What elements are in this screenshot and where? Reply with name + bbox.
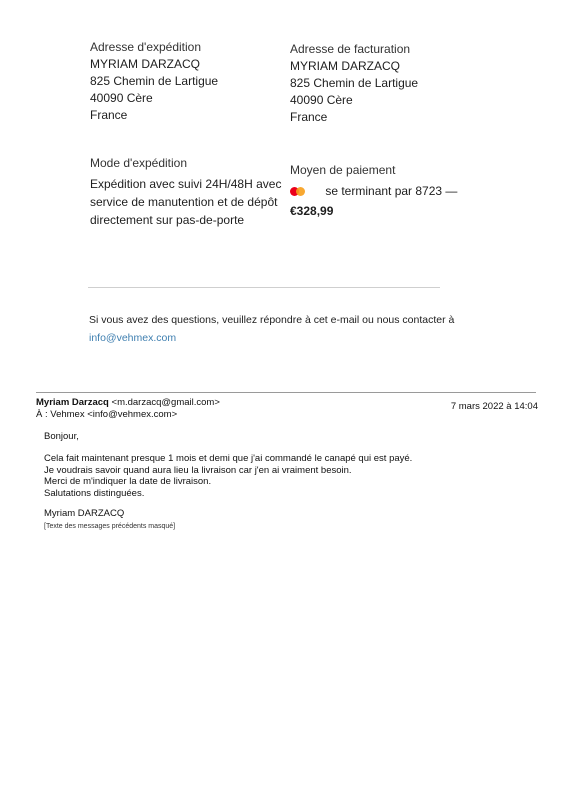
shipping-method-line: service de manutention et de dépôt bbox=[90, 195, 278, 209]
payment-heading: Moyen de paiement bbox=[290, 163, 396, 177]
section-divider bbox=[88, 287, 440, 288]
mastercard-icon bbox=[290, 186, 306, 197]
card-ending-text: se terminant par 8723 — bbox=[325, 184, 458, 198]
billing-name: MYRIAM DARZACQ bbox=[290, 59, 401, 73]
contact-email-link[interactable]: info@vehmex.com bbox=[89, 332, 177, 344]
shipping-address bbox=[90, 40, 218, 124]
email-header bbox=[36, 397, 220, 420]
billing-street: 825 Chemin de Lartigue bbox=[290, 76, 419, 90]
sender-email: <m.darzacq@gmail.com> bbox=[111, 397, 220, 408]
payment-method bbox=[290, 163, 457, 220]
shipping-city: 40090 Cère bbox=[90, 91, 153, 105]
email-signature: Myriam DARZACQ bbox=[44, 508, 125, 519]
email-body bbox=[44, 453, 412, 499]
shipping-method-heading: Mode d'expédition bbox=[90, 156, 188, 170]
billing-country: France bbox=[290, 110, 328, 124]
shipping-method bbox=[90, 156, 281, 229]
email-body-line: Merci de m'indiquer la date de livraison. bbox=[44, 476, 212, 487]
contact-text: Si vous avez des questions, veuillez répondre à cet e-mail ou nous contacter à bbox=[89, 314, 455, 326]
billing-address-heading: Adresse de facturation bbox=[290, 42, 411, 56]
payment-amount: €328,99 bbox=[290, 204, 334, 218]
contact-section bbox=[89, 313, 469, 346]
billing-city: 40090 Cère bbox=[290, 93, 353, 107]
shipping-method-line: Expédition avec suivi 24H/48H avec bbox=[90, 177, 282, 191]
shipping-method-line: directement sur pas-de-porte bbox=[90, 213, 245, 227]
email-body-line: Salutations distinguées. bbox=[44, 487, 145, 499]
billing-address bbox=[290, 42, 418, 126]
shipping-country: France bbox=[90, 108, 128, 122]
email-body-line: Cela fait maintenant presque 1 mois et demi que j'ai commandé le canapé qui est payé. bbox=[44, 453, 413, 464]
recipient-line: À : Vehmex <info@vehmex.com> bbox=[36, 408, 178, 420]
sender-name: Myriam Darzacq bbox=[36, 397, 109, 408]
shipping-name: MYRIAM DARZACQ bbox=[90, 57, 201, 71]
shipping-street: 825 Chemin de Lartigue bbox=[90, 74, 219, 88]
email-date: 7 mars 2022 à 14:04 bbox=[450, 401, 538, 412]
email-greeting: Bonjour, bbox=[44, 431, 79, 442]
hidden-messages-note[interactable]: [Texte des messages précédents masqué] bbox=[44, 523, 176, 530]
email-body-line: Je voudrais savoir quand aura lieu la livraison car j'en ai vraiment besoin. bbox=[44, 464, 352, 476]
email-header-divider bbox=[36, 392, 536, 393]
shipping-address-heading: Adresse d'expédition bbox=[90, 40, 202, 54]
